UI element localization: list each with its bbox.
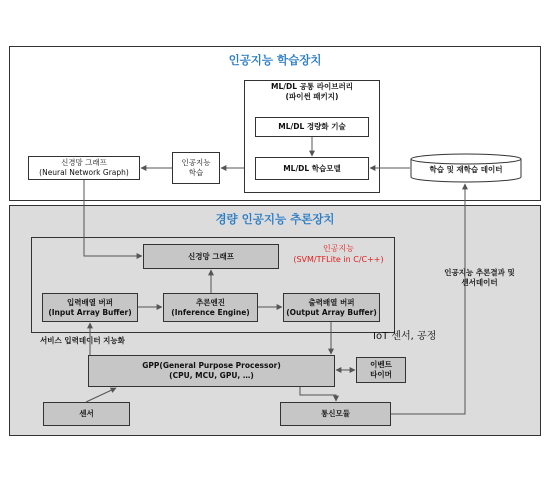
inference-engine-box: 추론엔진 (Inference Engine) — [163, 293, 258, 322]
ml-library-label: ML/DL 공통 라이브러리 (파이썬 패키지) — [271, 82, 353, 101]
service-input-label: 서비스 입력데이터 지능화 — [40, 336, 125, 345]
sensor-to-gpp-arrow — [86, 388, 116, 402]
ai-learning-box: 인공지능 학습 — [172, 152, 220, 184]
comm-module-box: 통신모듈 — [280, 402, 391, 426]
iot-sensor-label: IoT 센서, 공정 — [373, 331, 437, 342]
inference-device-title: 경량 인공지능 추론장치 — [215, 212, 335, 226]
sensor-box: 센서 — [43, 402, 130, 426]
inference-neural-graph-box: 신경망 그래프 — [143, 244, 279, 269]
ai-svm-label: 인공지능 (SVM/TFLite in C/C++) — [293, 244, 384, 264]
event-timer-box: 이벤트 타이머 — [356, 357, 406, 383]
inference-result-label: 인공지능 추론결과 및 센서데이터 — [444, 268, 515, 287]
neural-graph-box: 신경망 그래프 (Neural Network Graph) — [28, 156, 140, 180]
input-buffer-box: 입력배열 버퍼 (Input Array Buffer) — [42, 293, 138, 322]
gpp-to-comm-arrow — [300, 387, 336, 401]
gpp-box: GPP(General Purpose Processor) (CPU, MCU, GPU, …) — [88, 355, 335, 387]
dataset-label: 학습 및 재학습 데이터 — [429, 165, 503, 174]
graph-deploy-arrow — [84, 180, 142, 256]
comm-to-dataset-arrow — [391, 184, 465, 414]
output-buffer-box: 출력배열 버퍼 (Output Array Buffer) — [283, 293, 380, 322]
training-device-title: 인공지능 학습장치 — [228, 53, 322, 67]
learning-model-box: ML/DL 학습모델 — [255, 157, 369, 180]
lightweight-tech-box: ML/DL 경량화 기술 — [255, 117, 369, 137]
